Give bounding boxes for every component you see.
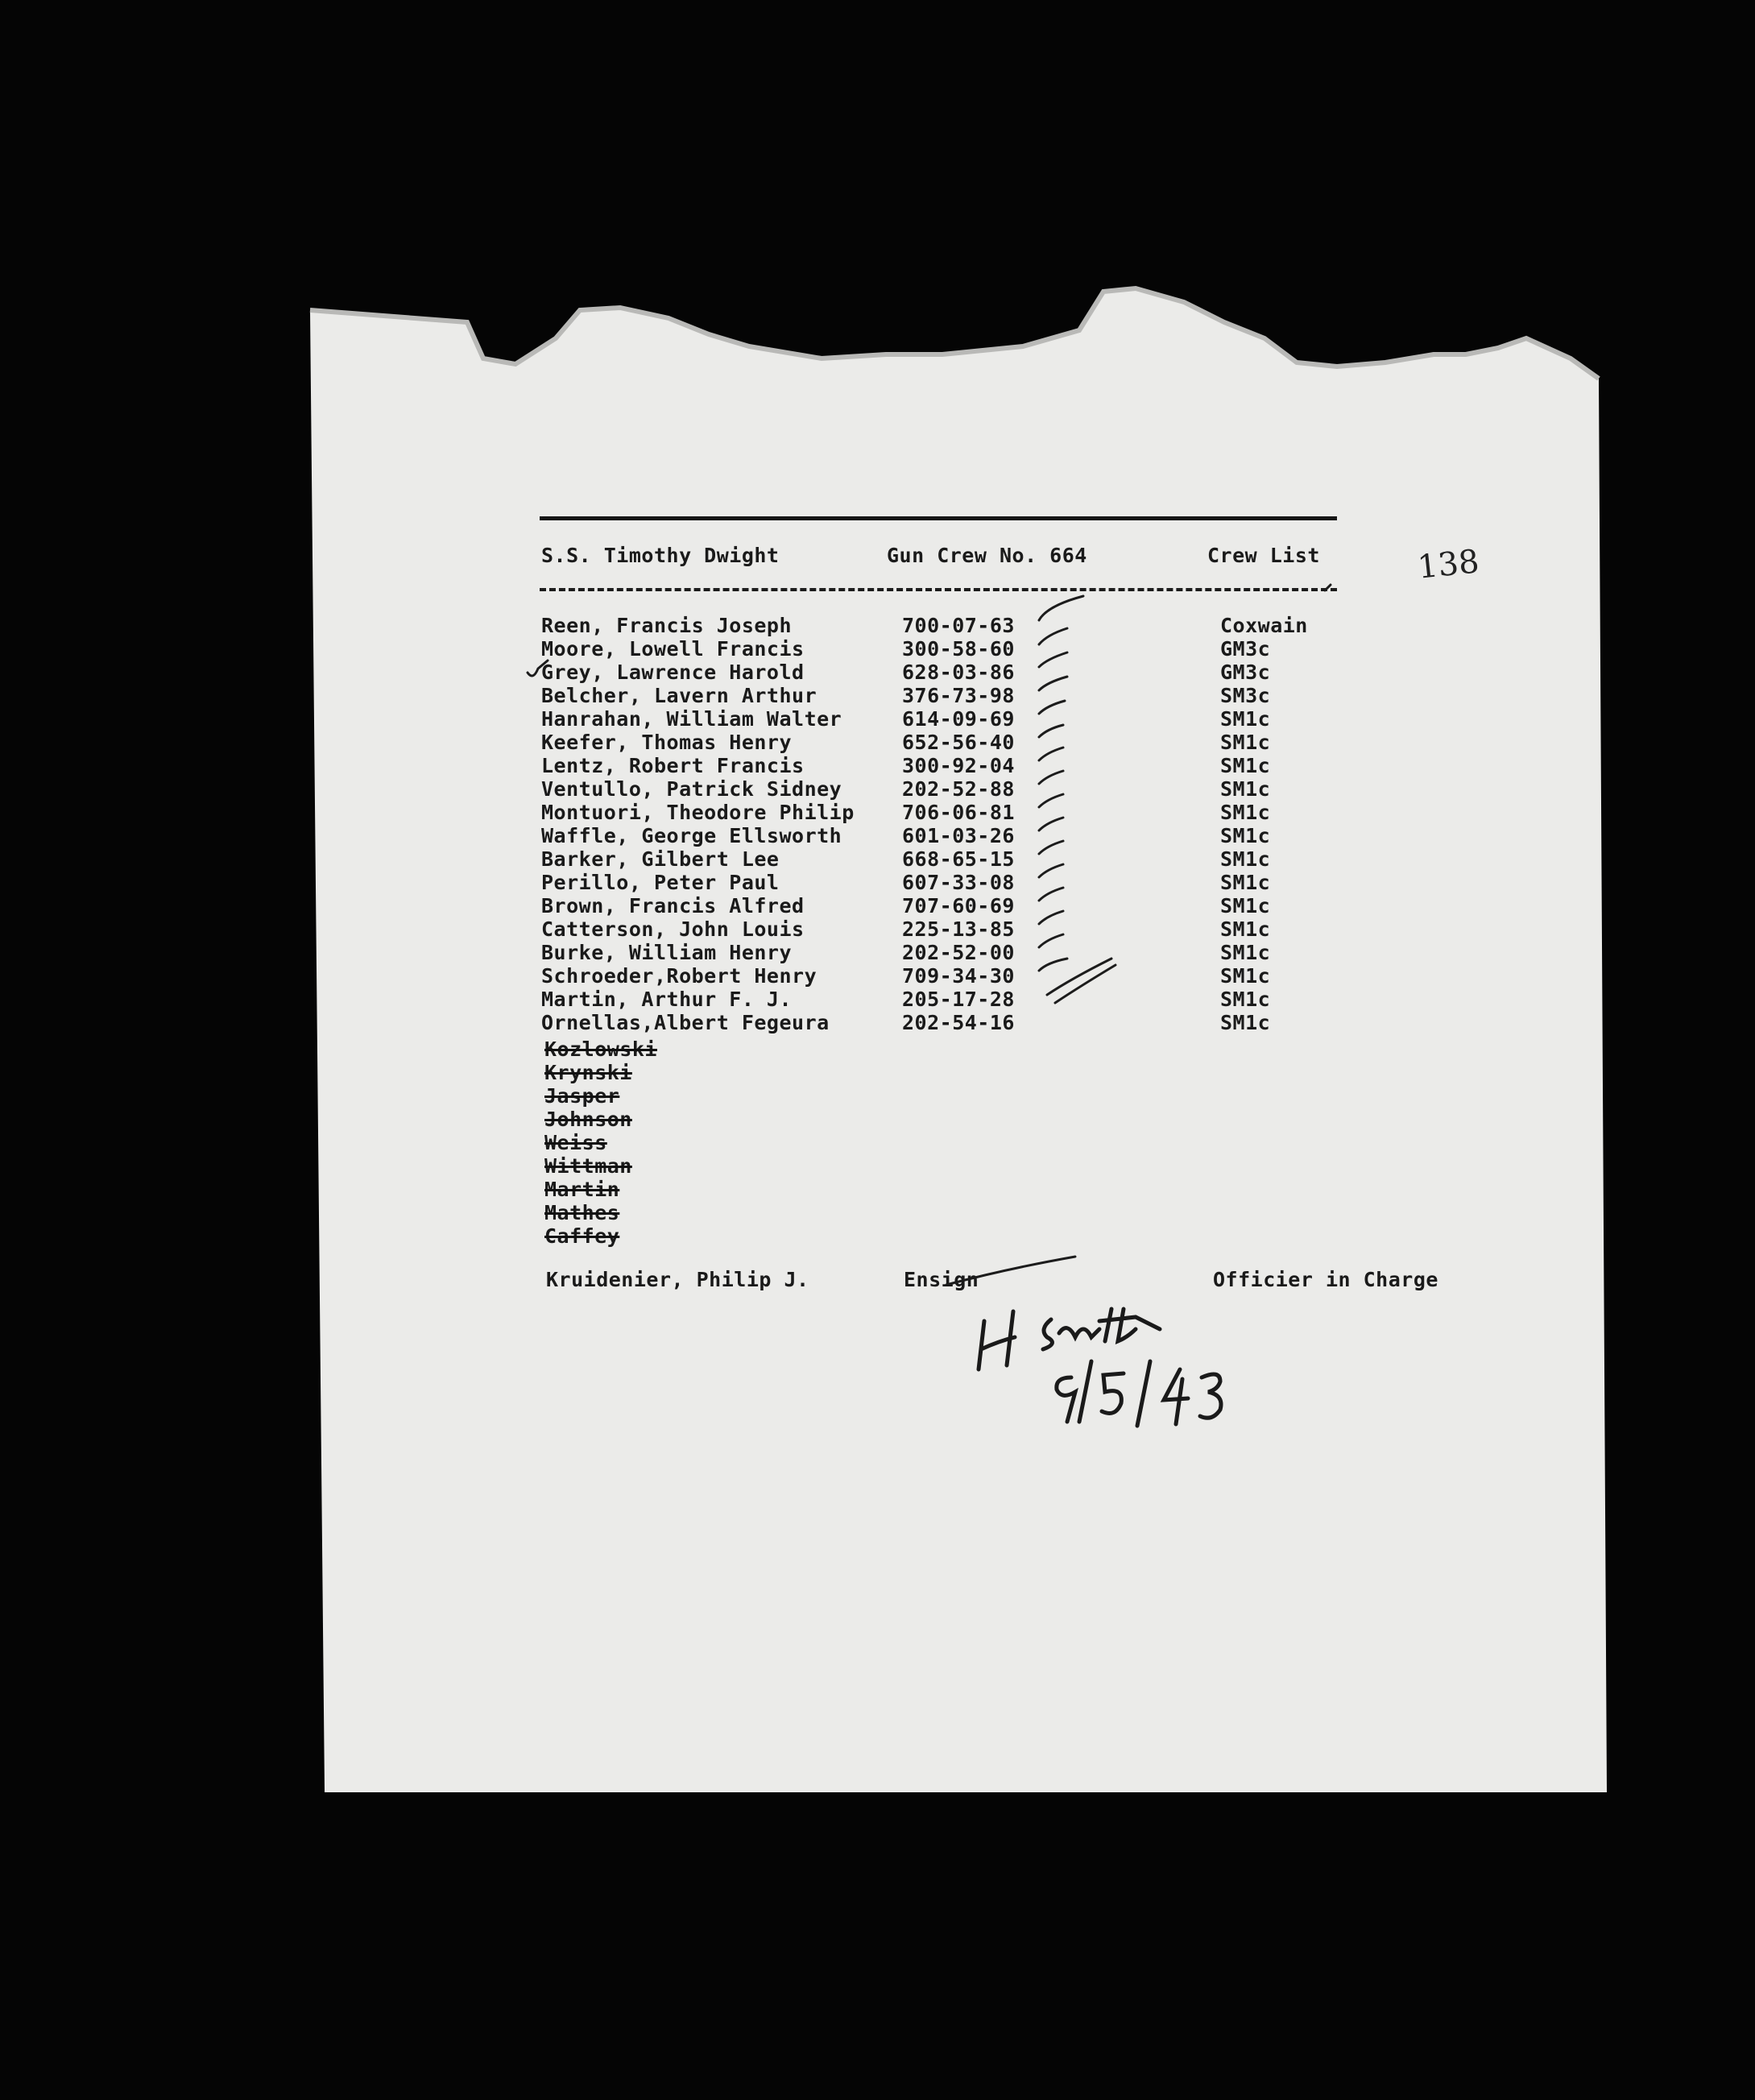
crew-name: Ventullo, Patrick Sidney [541, 777, 842, 801]
crew-row [541, 801, 1347, 824]
struck-name: Martin [544, 1178, 620, 1201]
rating: SM1c [1220, 894, 1271, 917]
rating: SM1c [1220, 824, 1271, 847]
service-number: 628-03-86 [902, 661, 1015, 684]
crew-row [541, 637, 1347, 661]
service-number: 601-03-26 [902, 824, 1015, 847]
date-digit [1164, 1369, 1188, 1424]
rating: Coxwain [1220, 614, 1308, 637]
date-digit [1057, 1377, 1075, 1422]
crew-name: Hanrahan, William Walter [541, 707, 842, 731]
rating: SM1c [1220, 917, 1271, 941]
struck-names-list [544, 1038, 657, 1248]
crew-name: Burke, William Henry [541, 941, 793, 964]
crew-row [541, 871, 1347, 894]
rating: SM1c [1220, 731, 1271, 754]
rating: SM1c [1220, 847, 1271, 871]
rating: SM1c [1220, 1011, 1271, 1034]
service-number: 614-09-69 [902, 707, 1015, 731]
signature-stroke [981, 1337, 1015, 1349]
rating: SM1c [1220, 964, 1271, 988]
crew-row [541, 917, 1347, 941]
crew-row [541, 824, 1347, 847]
service-number: 652-56-40 [902, 731, 1015, 754]
crew-name: Catterson, John Louis [541, 917, 805, 941]
service-number: 205-17-28 [902, 988, 1015, 1011]
rating: SM1c [1220, 707, 1271, 731]
struck-name: Caffey [544, 1224, 620, 1248]
service-number: 707-60-69 [902, 894, 1015, 917]
crew-row [541, 964, 1347, 988]
date-slash [1079, 1361, 1091, 1422]
service-number: 700-07-63 [902, 614, 1015, 637]
crew-row [541, 707, 1347, 731]
struck-name: Kozlowski [544, 1038, 657, 1061]
rating: SM1c [1220, 988, 1271, 1011]
rating: SM1c [1220, 754, 1271, 777]
crew-row [541, 614, 1347, 637]
struck-name: Wittman [544, 1154, 632, 1178]
crew-name: Martin, Arthur F. J. [541, 988, 793, 1011]
crew-name: Schroeder,Robert Henry [541, 964, 817, 988]
crew-name: Keefer, Thomas Henry [541, 731, 793, 754]
crew-name: Waffle, George Ellsworth [541, 824, 842, 847]
top-rule [540, 516, 1337, 520]
date-digit [1102, 1373, 1124, 1413]
signature-stroke [979, 1321, 984, 1369]
crew-row [541, 988, 1347, 1011]
crew-row [541, 777, 1347, 801]
crew-name: Belcher, Lavern Arthur [541, 684, 817, 707]
service-number: 202-54-16 [902, 1011, 1015, 1034]
gun-crew-number: Gun Crew No. 664 [887, 544, 1087, 567]
rating: SM3c [1220, 684, 1271, 707]
service-number: 300-92-04 [902, 754, 1015, 777]
crew-name: Montuori, Theodore Philip [541, 801, 855, 824]
struck-name: Jasper [544, 1084, 620, 1108]
rating: SM1c [1220, 801, 1271, 824]
crew-name: Reen, Francis Joseph [541, 614, 793, 637]
crew-row [541, 894, 1347, 917]
crew-row [541, 941, 1347, 964]
service-number: 709-34-30 [902, 964, 1015, 988]
crew-row [541, 731, 1347, 754]
struck-name: Mathes [544, 1201, 620, 1224]
crew-row [541, 661, 1347, 684]
date-digit [1200, 1374, 1221, 1418]
service-number: 706-06-81 [902, 801, 1015, 824]
rating: SM1c [1220, 941, 1271, 964]
signature-stroke [1007, 1311, 1013, 1365]
crew-name: Perillo, Peter Paul [541, 871, 780, 894]
ship-name: S.S. Timothy Dwight [541, 544, 780, 567]
service-number: 668-65-15 [902, 847, 1015, 871]
rating: SM1c [1220, 777, 1271, 801]
struck-name: Weiss [544, 1131, 607, 1154]
crew-row [541, 847, 1347, 871]
crew-row [541, 1011, 1347, 1034]
header-underline [540, 588, 1337, 591]
date-slash [1137, 1361, 1150, 1426]
crew-row [541, 684, 1347, 707]
crew-name: Grey, Lawrence Harold [541, 661, 805, 684]
rating: SM1c [1220, 871, 1271, 894]
crew-name: Ornellas,Albert Fegeura [541, 1011, 830, 1034]
list-title: Crew List [1207, 544, 1320, 567]
rating: GM3c [1220, 637, 1271, 661]
crew-name: Brown, Francis Alfred [541, 894, 805, 917]
crew-name: Barker, Gilbert Lee [541, 847, 780, 871]
service-number: 202-52-88 [902, 777, 1015, 801]
struck-name: Krynski [544, 1061, 632, 1084]
service-number: 202-52-00 [902, 941, 1015, 964]
rating: GM3c [1220, 661, 1271, 684]
officer-role: Officier in Charge [1213, 1268, 1438, 1291]
service-number: 607-33-08 [902, 871, 1015, 894]
service-number: 376-73-98 [902, 684, 1015, 707]
service-number: 225-13-85 [902, 917, 1015, 941]
service-number: 300-58-60 [902, 637, 1015, 661]
crew-name: Moore, Lowell Francis [541, 637, 805, 661]
crew-row [541, 754, 1347, 777]
officer-rank: Ensign [904, 1268, 979, 1291]
struck-name: Johnson [544, 1108, 632, 1131]
officer-name: Kruidenier, Philip J. [546, 1268, 809, 1291]
crew-roster [541, 614, 1347, 1034]
crew-name: Lentz, Robert Francis [541, 754, 805, 777]
page-number: 138 [1415, 543, 1481, 586]
signature-stroke [1043, 1309, 1160, 1349]
